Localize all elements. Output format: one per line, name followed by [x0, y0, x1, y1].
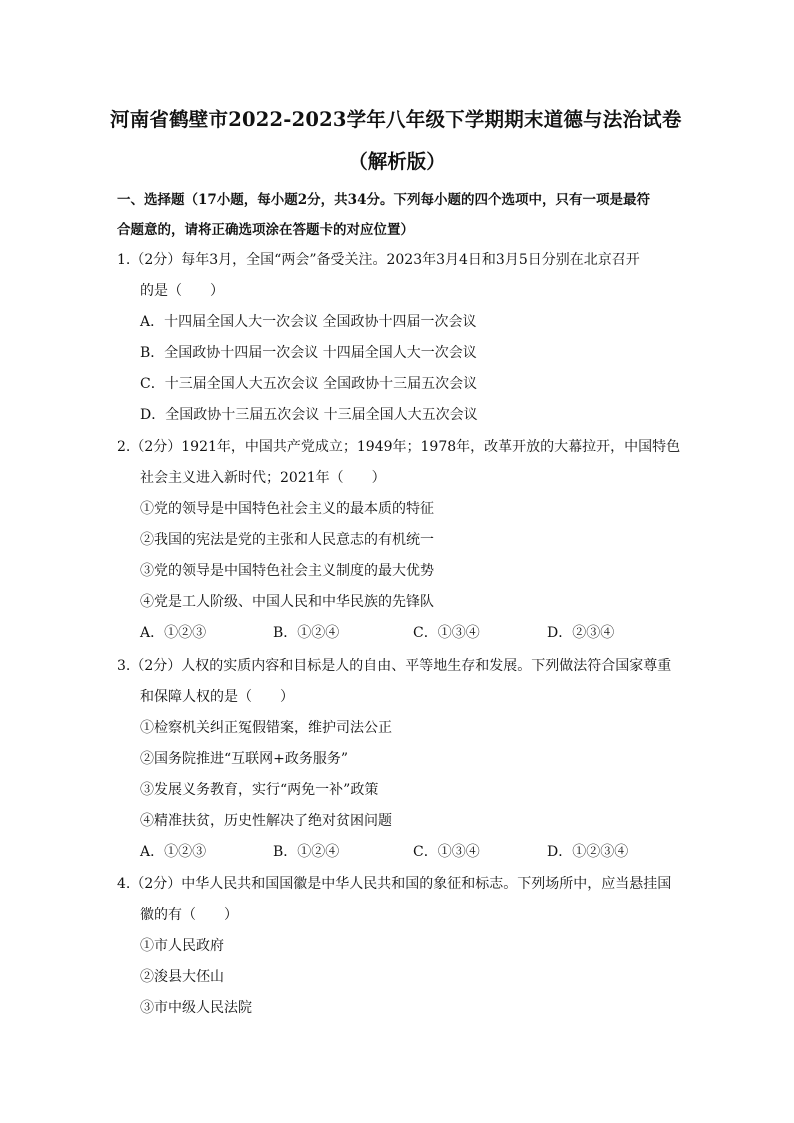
question-3-choice-b: B．①②④ — [273, 844, 340, 860]
question-3-item-2: ②国务院推进“互联网+政务服务” — [140, 751, 349, 767]
question-2-choice-b: B．①②④ — [273, 625, 340, 641]
question-2-choice-c: C．①③④ — [413, 625, 480, 641]
question-1-option-a: A．十四届全国人大一次会议 全国政协十四届一次会议 — [140, 314, 477, 330]
question-2-item-4: ④党是工人阶级、中国人民和中华民族的先锋队 — [140, 594, 434, 610]
question-4-item-3: ③市中级人民法院 — [140, 1000, 252, 1016]
section-heading-line1: 一、选择题（17小题，每小题2分，共34分。下列每小题的四个选项中，只有一项是最符 — [117, 192, 650, 208]
question-2-item-1: ①党的领导是中国特色社会主义的最本质的特征 — [140, 501, 434, 517]
question-2-choices — [140, 622, 700, 642]
question-3-item-4: ④精准扶贫，历史性解决了绝对贫困问题 — [140, 813, 392, 829]
question-3-item-1: ①检察机关纠正冤假错案，维护司法公正 — [140, 720, 392, 736]
question-1-option-c: C．十三届全国人大五次会议 全国政协十三届五次会议 — [140, 376, 478, 392]
question-1-option-b: B．全国政协十四届一次会议 十四届全国人大一次会议 — [140, 345, 477, 361]
question-3-choices — [140, 841, 700, 861]
question-2-item-2: ②我国的宪法是党的主张和人民意志的有机统一 — [140, 532, 434, 548]
question-4-stem: 4.（2分）中华人民共和国国徽是中华人民共和国的象征和标志。下列场所中，应当悬挂国 — [117, 876, 672, 892]
question-3-choice-c: C．①③④ — [413, 844, 480, 860]
question-4-item-2: ②浚县大伾山 — [140, 969, 224, 985]
question-2-stem: 2.（2分）1921年，中国共产党成立；1949年；1978年，改革开放的大幕拉开，中国特色 — [117, 439, 681, 455]
question-1-stem-cont: 的是（ ） — [140, 283, 224, 299]
section-heading-line2: 合题意的，请将正确选项涂在答题卡的对应位置） — [117, 222, 414, 238]
question-4-stem-cont: 徽的有（ ） — [140, 907, 238, 923]
question-3-choice-a: A．①②③ — [140, 844, 207, 860]
question-1-stem: 1.（2分）每年3月，全国“两会”备受关注。2023年3月4日和3月5日分别在北京召开 — [117, 252, 640, 268]
question-2-stem-cont: 社会主义进入新时代；2021年（ ） — [140, 470, 386, 486]
question-2-choice-a: A．①②③ — [140, 625, 207, 641]
question-1-option-d: D．全国政协十三届五次会议 十三届全国人大五次会议 — [140, 407, 478, 423]
document-subtitle: （解析版） — [348, 150, 446, 173]
question-3-choice-d: D．①②③④ — [547, 844, 629, 860]
document-title: 河南省鹤壁市2022-2023学年八年级下学期期末道德与法治试卷 — [110, 108, 682, 131]
question-2-choice-d: D．②③④ — [547, 625, 615, 641]
question-3-stem-cont: 和保障人权的是（ ） — [140, 689, 294, 705]
question-3-item-3: ③发展义务教育，实行“两免一补”政策 — [140, 782, 379, 798]
question-4-item-1: ①市人民政府 — [140, 938, 224, 954]
question-3-stem: 3.（2分）人权的实质内容和目标是人的自由、平等地生存和发展。下列做法符合国家尊重 — [117, 658, 672, 674]
question-2-item-3: ③党的领导是中国特色社会主义制度的最大优势 — [140, 563, 434, 579]
